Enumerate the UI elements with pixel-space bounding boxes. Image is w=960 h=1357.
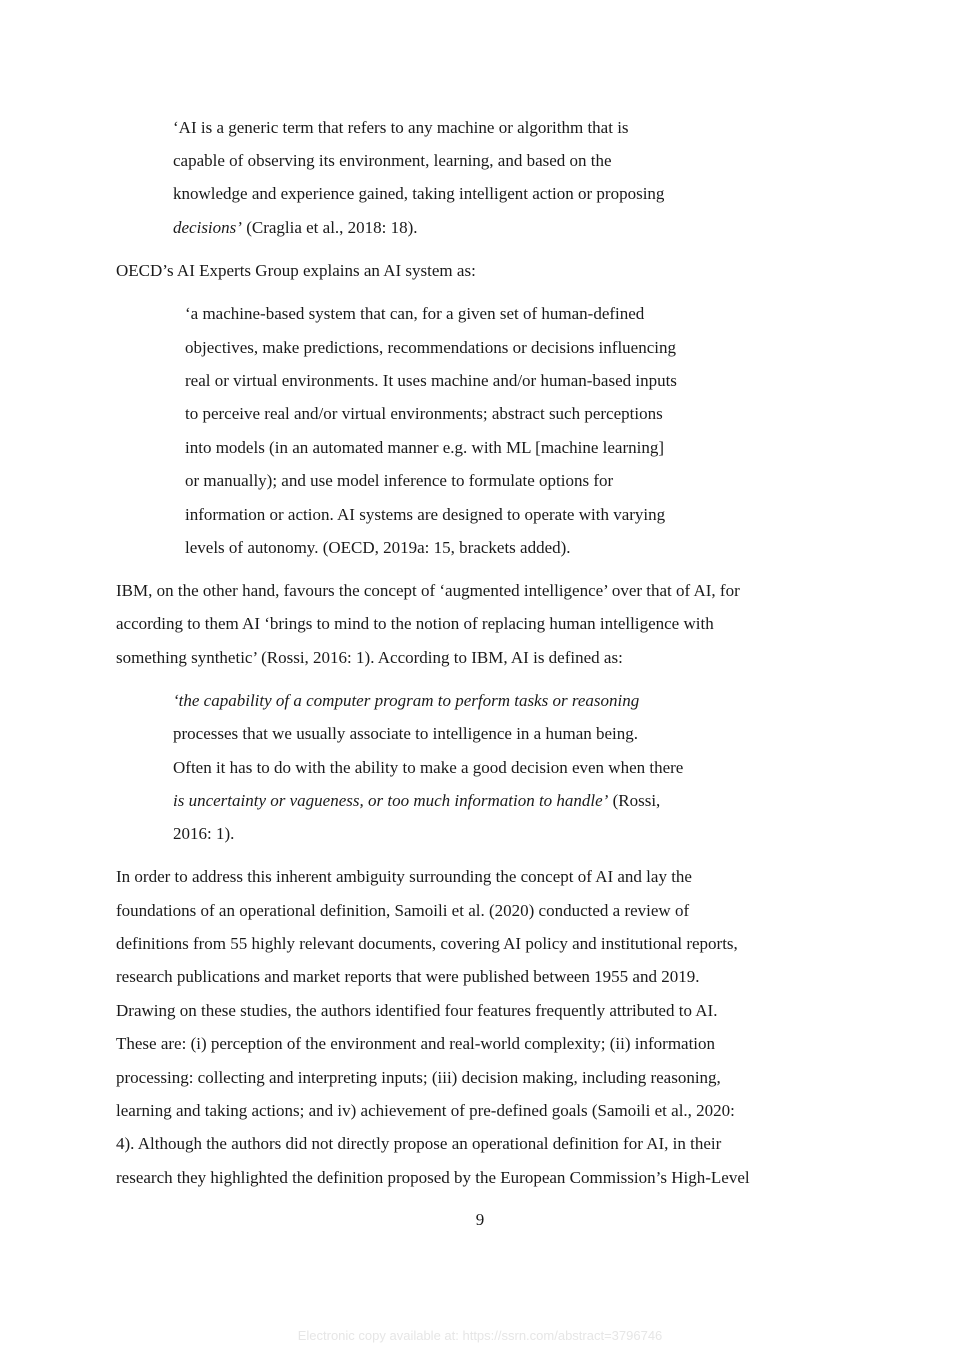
para-samoili-line-10: research they highlighted the definition proposed by the European Commission’s High-Level: [116, 1168, 750, 1187]
quote-ibm-line-2: processes that we usually associate to intelligence in a human being.: [173, 724, 639, 743]
para-samoili-line-1: In order to address this inherent ambiguity surrounding the concept of AI and lay the: [116, 867, 692, 886]
quote-ibm-line-3: Often it has to do with the ability to make a good decision even when there: [173, 758, 684, 777]
footer-ssrn-note: Electronic copy available at: https://ssrn.com/abstract=3796746: [297, 1328, 663, 1343]
quote-craglia-citation: (Craglia et al., 2018: 18).: [241, 218, 418, 237]
para-samoili-line-4: research publications and market reports that were published between 1955 and 2019.: [116, 967, 700, 986]
quote-oecd-line-3: real or virtual environments. It uses machine and/or human-based inputs: [185, 371, 677, 390]
para-samoili-line-9: 4). Although the authors did not directly propose an operational definition for AI, in their: [116, 1134, 722, 1153]
quote-oecd-line-7: information or action. AI systems are designed to operate with varying: [185, 505, 666, 524]
quote-ibm-italic-end: is uncertainty or vagueness, or too much information to handle’: [173, 791, 609, 810]
quote-craglia-italic-end: decisions’: [173, 218, 242, 237]
para-ibm-line-3: something synthetic’ (Rossi, 2016: 1). According to IBM, AI is defined as:: [116, 648, 623, 667]
para-samoili-line-3: definitions from 55 highly relevant documents, covering AI policy and institutional reports,: [116, 934, 738, 953]
quote-ibm-citation: (Rossi,: [608, 791, 661, 810]
quote-oecd-line-6: or manually); and use model inference to formulate options for: [185, 471, 614, 490]
para-ibm-line-2: according to them AI ‘brings to mind to the notion of replacing human intelligence with: [116, 614, 714, 633]
para-samoili-line-5: Drawing on these studies, the authors identified four features frequently attributed to AI.: [116, 1001, 718, 1020]
quote-craglia-line-3: knowledge and experience gained, taking intelligent action or proposing: [173, 184, 665, 203]
quote-oecd-line-4: to perceive real and/or virtual environments; abstract such perceptions: [185, 404, 663, 423]
quote-ibm-line-4: [173, 791, 660, 811]
quote-ibm-line-5: 2016: 1).: [173, 824, 235, 843]
para-samoili-line-6: These are: (i) perception of the environment and real-world complexity; (ii) information: [116, 1034, 716, 1053]
para-samoili-line-8: learning and taking actions; and iv) achievement of pre-defined goals (Samoili et al., 2020:: [116, 1101, 735, 1120]
para-samoili-line-7: processing: collecting and interpreting inputs; (iii) decision making, including reasoning,: [116, 1068, 721, 1087]
quote-craglia-line-4: [173, 218, 418, 238]
quote-oecd-line-1: ‘a machine-based system that can, for a given set of human-defined: [185, 304, 645, 323]
para-ibm-line-1: IBM, on the other hand, favours the concept of ‘augmented intelligence’ over that of AI, for: [116, 581, 740, 600]
quote-craglia-line-1: ‘AI is a generic term that refers to any machine or algorithm that is: [173, 118, 629, 137]
quote-craglia-line-2: capable of observing its environment, learning, and based on the: [173, 151, 612, 170]
quote-ibm-line-1: ‘the capability of a computer program to perform tasks or reasoning: [173, 691, 640, 710]
quote-oecd-line-2: objectives, make predictions, recommendations or decisions influencing: [185, 338, 676, 357]
page-number: 9: [475, 1210, 485, 1229]
quote-oecd-line-5: into models (in an automated manner e.g. with ML [machine learning]: [185, 438, 665, 457]
para-samoili-line-2: foundations of an operational definition, Samoili et al. (2020) conducted a review of: [116, 901, 690, 920]
quote-oecd-line-8: levels of autonomy. (OECD, 2019a: 15, brackets added).: [185, 538, 571, 557]
para-oecd-intro: OECD’s AI Experts Group explains an AI system as:: [116, 261, 476, 280]
